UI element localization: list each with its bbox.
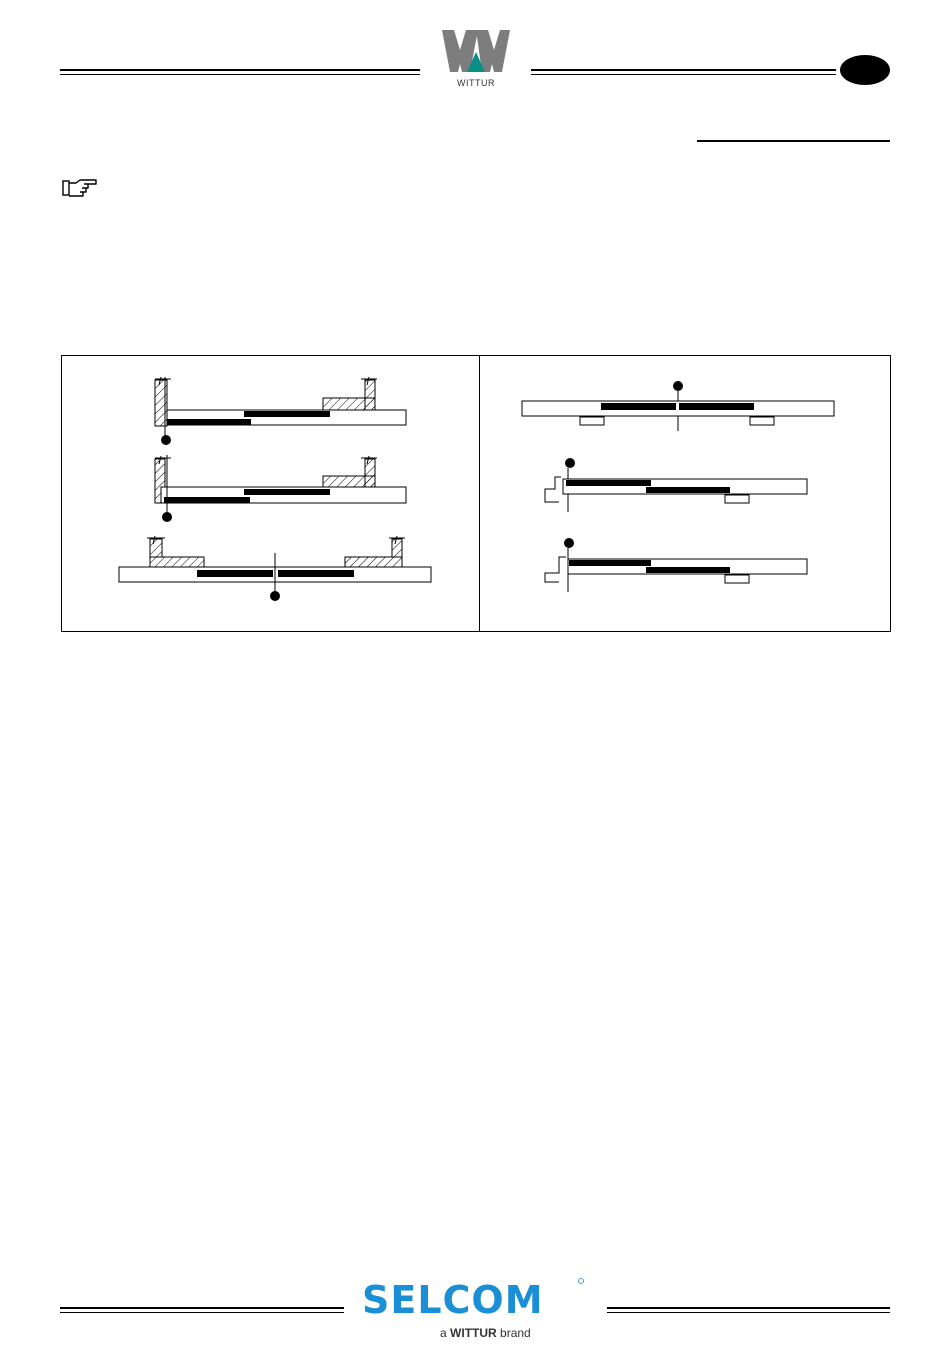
header-rule-left-thin — [60, 74, 420, 75]
tagline-suffix: brand — [500, 1326, 531, 1340]
header-rule-right — [531, 69, 836, 71]
footer-rule-left — [60, 1307, 344, 1309]
footer-rule-right-thin — [607, 1312, 890, 1313]
header-rule-left — [60, 69, 420, 71]
diagram-side-opening-2 — [155, 455, 406, 522]
diagram-side-opening-right-1 — [545, 458, 807, 512]
language-badge — [840, 55, 890, 85]
selcom-logo-text: SELCOM — [362, 1278, 544, 1321]
selcom-logo — [360, 1276, 585, 1321]
header-rule-right-thin — [531, 74, 836, 75]
tagline-prefix: a — [440, 1326, 447, 1340]
tagline-brand: WITTUR — [450, 1326, 497, 1340]
section-title-underline — [697, 140, 890, 142]
door-configuration-diagram — [61, 355, 891, 632]
diagram-side-opening-1 — [155, 377, 406, 445]
brand-tagline — [440, 1326, 620, 1340]
pointing-hand-icon — [62, 178, 98, 198]
diagram-center-opening-left — [119, 536, 431, 601]
wittur-logo-text: WITTUR — [457, 78, 495, 88]
diagram-center-opening-right — [522, 381, 834, 431]
footer-rule-left-thin — [60, 1312, 344, 1313]
diagram-side-opening-right-2 — [545, 538, 807, 592]
footer-rule-right — [607, 1307, 890, 1309]
